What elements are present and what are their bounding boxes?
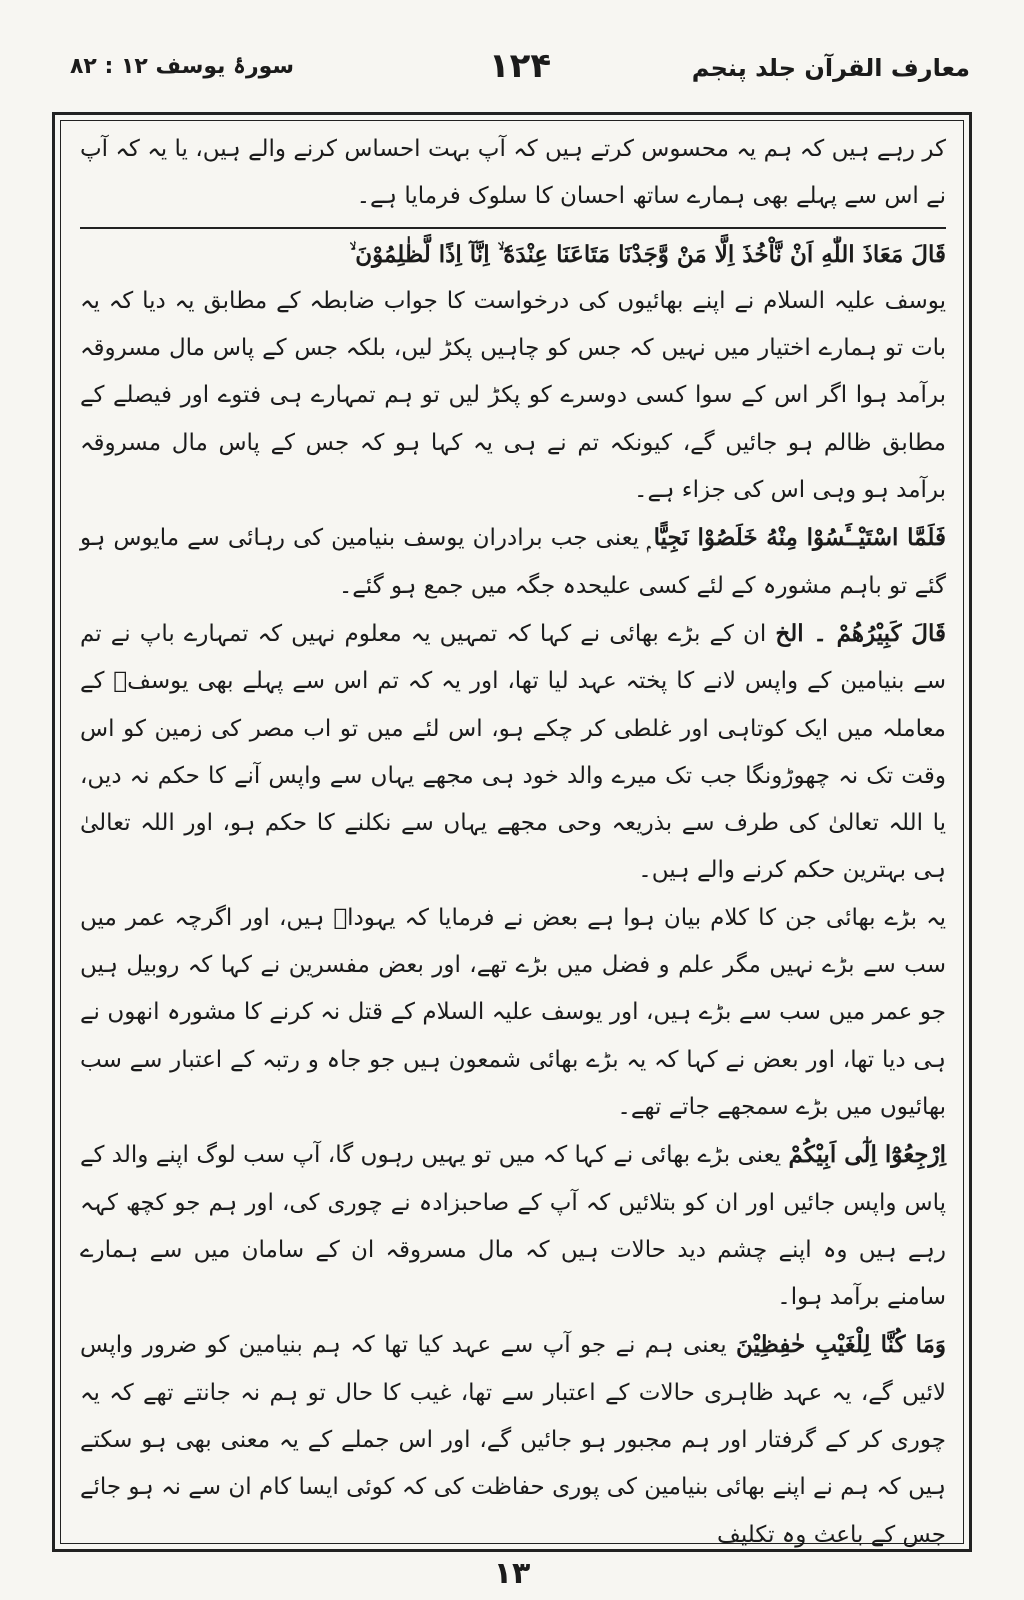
signature-mark: ۱۳ <box>493 1556 531 1591</box>
page-body <box>80 126 946 1559</box>
page-header <box>70 46 970 90</box>
paragraph: یعنی ہم نے جو آپ سے عہد کیا تھا کہ ہم بنیامین کو ضرور واپس لائیں گے، یہ عہد ظاہری حالات کے اعتبار سے تھا، غیب کا حال تو ہم نہ جانتے تھے کہ یہ چوری کر کے گرفتار اور ہم مجبور ہو جائیں گے، اور اس جملے کے یہ معنی بھی ہو سکتے ہیں کہ ہم نے اپنے بھائی بنیامین کی پوری حفاظت کی کہ کوئی ایسا کام ان سے نہ ہو جائے جس کے باعث وہ تکلیف <box>80 1332 946 1548</box>
surah-reference: سورۂ یوسف ۱۲ : ۸۲ <box>70 54 295 79</box>
paragraph: ان کے بڑے بھائی نے کہا کہ تمہیں یہ معلوم نہیں کہ تمہارے باپ نے تم سے بنیامین کے واپس لانے کا پختہ عہد لیا تھا، اور یہ کہ تم اس سے پہلے بھی یوسفؑ کے معاملہ میں ایک کوتاہی اور غلطی کر چکے ہو، اس لئے میں تو اب مصر کی زمین کو اس وقت تک نہ چھوڑونگا جب تک میرے والد خود ہی مجھے یہاں سے واپس آنے کا حکم نہ دیں، یا اللہ تعالیٰ کی طرف سے بذریعہ وحی مجھے یہاں سے نکلنے کا حکم ہو، اور اللہ تعالیٰ ہی بہترین حکم کرنے والے ہیں۔ <box>80 620 946 884</box>
paragraph: یعنی بڑے بھائی نے کہا کہ میں تو یہیں رہوں گا، آپ سب لوگ اپنے والد کے پاس واپس جائیں اور ان کو بتلائیں کہ آپ کے صاحبزادہ نے چوری کی، اور ہم جو کچھ کہہ رہے ہیں وہ اپنے چشم دید حالات ہیں کہ مال مسروقہ ان کے سامان میں سے ہمارے سامنے برآمد ہوا۔ <box>80 1142 946 1311</box>
paragraph: یوسف علیہ السلام نے اپنے بھائیوں کی درخواست کا جواب ضابطہ کے مطابق یہ دیا کہ یہ بات تو ہمارے اختیار میں نہیں کہ جس کو چاہیں پکڑ لیں، بلکہ جس کے پاس مال مسروقہ برآمد ہوا اگر اس کے سوا کسی دوسرے کو پکڑ لیں تو ہم تمہارے ہی فتوے اور فیصلے کے مطابق ظالم ہو جائیں گے، کیونکہ تم نے ہی یہ کہا ہو کہ جس کے پاس مال مسروقہ برآمد ہو وہی اس کی جزاء ہے۔ <box>80 287 946 504</box>
divider-line <box>80 227 946 229</box>
paragraph: کر رہے ہیں کہ ہم یہ محسوس کرتے ہیں کہ آپ بہت احساس کرنے والے ہیں، یا یہ کہ آپ نے اس سے پہلے بھی ہمارے ساتھ احسان کا سلوک فرمایا ہے۔ <box>80 136 946 210</box>
quran-verse: قَالَ مَعَاذَ اللّٰهِ اَنْ نَّاْخُذَ اِلَّا مَنْ وَّجَدْنَا مَتَاعَنَا عِنْدَهٗٓ ۙ اِنَّآ اِذًا لَّظٰلِمُوْنَ ۙ <box>349 240 946 268</box>
paragraph: یہ بڑے بھائی جن کا کلام بیان ہوا ہے بعض نے فرمایا کہ یہوداؔ ہیں، اور اگرچہ عمر میں سب سے بڑے نہیں مگر علم و فضل میں بڑے تھے، اور بعض مفسرین نے کہا کہ روبیل ہیں جو عمر میں سب سے بڑے ہیں، اور یوسف علیہ السلام کے قتل نہ کرنے کا مشورہ انھوں نے ہی دیا تھا، اور بعض نے کہا کہ یہ بڑے بھائی شمعون ہیں جو جاہ و رتبہ کے اعتبار سے سب بھائیوں میں بڑے سمجھے جاتے تھے۔ <box>80 904 946 1120</box>
quran-verse: فَلَمَّا اسْتَيْــَٔسُوْا مِنْهُ خَلَصُوْا نَجِيًّا ۭ <box>647 524 947 552</box>
quran-verse: اِرْجِعُوْٓا اِلٰٓى اَبِيْكُمْ <box>788 1141 947 1169</box>
paragraph: یعنی جب برادران یوسف بنیامین کی رہائی سے مایوس ہو گئے تو باہم مشورہ کے لئے کسی علیحدہ جگہ میں جمع ہو گئے۔ <box>80 525 946 599</box>
quran-verse: قَالَ كَبِيْرُهُمْ ۔ الخ <box>775 619 946 647</box>
book-title: معارف القرآن جلد پنجم <box>691 54 970 82</box>
page-number: ۱۲۴ <box>488 46 552 86</box>
quran-verse: وَمَا كُنَّا لِلْغَيْبِ حٰفِظِيْنَ <box>736 1331 947 1359</box>
